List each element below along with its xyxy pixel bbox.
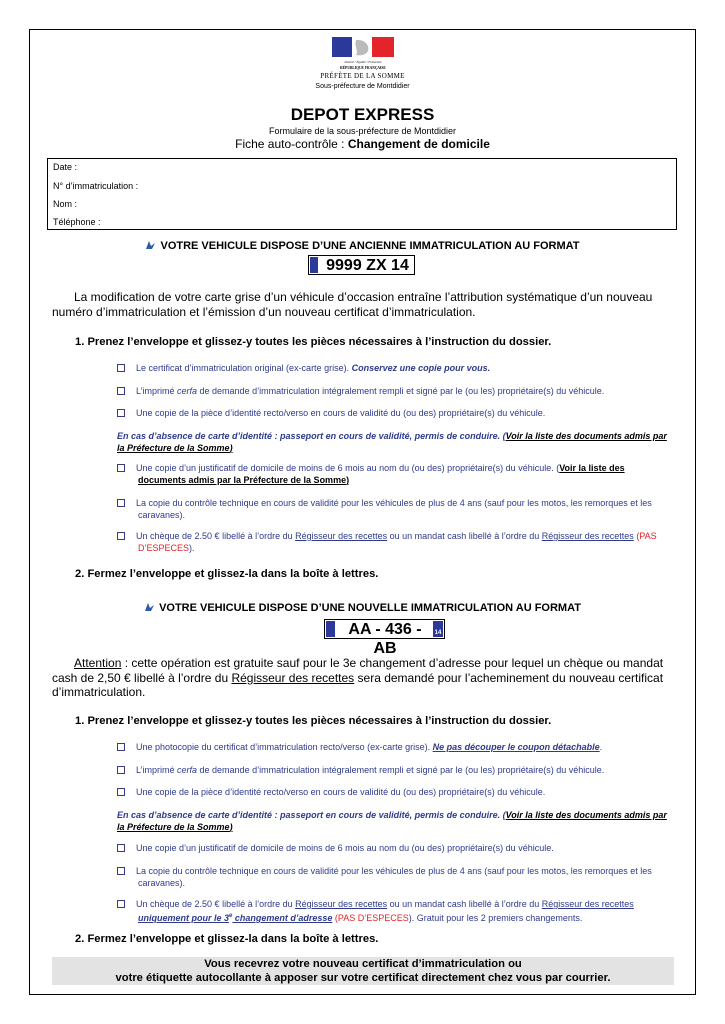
prefecture-label: PRÉFÈTE DE LA SOMME — [320, 72, 405, 80]
s2-item-photocopie — [117, 741, 675, 753]
s2-note-identite — [117, 809, 674, 833]
s2-item-domicile — [117, 842, 675, 854]
s1-item2-pre: L’imprimé — [136, 386, 178, 396]
svg-text:RÉPUBLIQUE FRANÇAISE: RÉPUBLIQUE FRANÇAISE — [340, 66, 386, 70]
section2-heading-text: VOTRE VEHICULE DISPOSE D’UNE NOUVELLE IMMATRICULATION AU FORMAT — [159, 602, 581, 614]
arrow-bullet-icon — [144, 602, 155, 612]
checkbox[interactable] — [117, 387, 125, 395]
s2-item6-end: ). Gratuit pour les 2 premiers changements. — [408, 913, 583, 923]
s1-item-identite — [117, 407, 675, 419]
checkbox[interactable] — [117, 766, 125, 774]
s1-item6-b: ou un mandat cash libellé à l’ordre du — [387, 531, 542, 541]
s2-item5-text: La copie du contrôle technique en cours de validité pour les véhicules de plus de 4 ans (sauf pour les motos, les remorques et les caravanes). — [136, 866, 652, 888]
footer-line2: votre étiquette autocollante à apposer sur votre certificat directement chez vous par courrier. — [115, 972, 611, 984]
s1-item1-text: Le certificat d’immatriculation original (ex-carte grise). — [136, 363, 352, 373]
s1-item-controle — [117, 497, 675, 521]
fiche-type: Changement de domicile — [347, 137, 490, 151]
s1-item2-cerfa: cerfa — [177, 386, 198, 396]
s1-item-domicile — [117, 462, 675, 486]
s1-item-cerfa — [117, 385, 675, 397]
s2-item-identite — [117, 786, 675, 798]
s1-note-link[interactable]: Voir la liste des documents admis par la Préfecture de la Somme — [117, 431, 667, 453]
s2-item6-regisseur1: Régisseur des recettes — [295, 899, 388, 909]
s1-item6-end: ). — [189, 543, 195, 553]
s2-item-controle — [117, 865, 675, 889]
s2-item6-bold: uniquement pour le 3 — [138, 913, 230, 923]
section2-heading — [0, 602, 725, 614]
s1-item4-link[interactable]: Voir la liste des documents admis par la Préfecture de la Somme — [138, 463, 625, 485]
old-plate-number: 9999 ZX 14 — [326, 257, 409, 274]
date-field[interactable]: Date : — [53, 162, 78, 172]
footer-banner — [52, 957, 674, 985]
s2-note-text: En cas d’absence de carte d’identité : passeport en cours de validité, permis de conduire. ( — [117, 810, 506, 820]
attention-label: Attention — [74, 656, 122, 670]
new-plate-number: AA - 436 - AB — [348, 621, 422, 657]
checkbox[interactable] — [117, 900, 125, 908]
s2-item2-pre: L’imprimé — [136, 765, 178, 775]
s2-item6-regisseur2: Régisseur des recettes — [541, 899, 634, 909]
footer-line1: Vous recevrez votre nouveau certificat d’immatriculation ou — [204, 958, 522, 970]
s2-note-end: ) — [229, 822, 233, 832]
marianne-logo — [332, 37, 394, 73]
s2-item3-text: Une copie de la pièce d’identité recto/verso en cours de validité du (ou des) propriétaire(s) du véhicule. — [136, 787, 546, 797]
s2-item6-b: ou un mandat cash libellé à l’ordre du — [387, 899, 542, 909]
s2-item6-bold2: changement d’adresse — [232, 913, 333, 923]
s1-item6-a: Un chèque de 2.50 € libellé à l’ordre du — [136, 531, 296, 541]
svg-text:Liberté • Égalité • Fraternité: Liberté • Égalité • Fraternité — [344, 60, 382, 64]
sous-prefecture-label: Sous-préfecture de Montdidier — [315, 83, 410, 90]
checkbox[interactable] — [117, 743, 125, 751]
s2-item1-end: . — [599, 742, 603, 752]
s2-note-link[interactable]: Voir la liste des documents admis par la Préfecture de la Somme — [117, 810, 667, 832]
old-plate — [308, 255, 415, 275]
checkbox[interactable] — [117, 409, 125, 417]
fiche-prefix: Fiche auto-contrôle : — [235, 137, 348, 151]
s1-item2-post: de demande d’immatriculation intégralement rempli et signé par le (ou les) propriétaire(s) du véhicule. — [197, 386, 605, 396]
s1-item-certificat — [117, 362, 675, 374]
section2-step1: 1. Prenez l’enveloppe et glissez-y toutes les pièces nécessaires à l’instruction du dossier. — [75, 715, 552, 727]
checkbox[interactable] — [117, 532, 125, 540]
s1-item3-text: Une copie de la pièce d’identité recto/verso en cours de validité du (ou des) propriétaire(s) du véhicule. — [136, 408, 546, 418]
region-badge — [433, 621, 443, 637]
eu-flag-icon — [310, 257, 318, 273]
attention-text-a: : cette opération est gratuite sauf pour le 3e changement d’adresse pour lequel un chèque ou mandat cash de 2,50 € libellé à l’ordre du — [52, 656, 664, 685]
attention-text-b: sera demandé pour l’acheminement du nouveau certificat d’immatriculation. — [52, 670, 664, 699]
checkbox[interactable] — [117, 364, 125, 372]
s2-item2-cerfa: cerfa — [177, 765, 198, 775]
section2-step2: 2. Fermez l’enveloppe et glissez-la dans la boîte à lettres. — [75, 933, 379, 945]
s1-item6-regisseur2: Régisseur des recettes — [541, 531, 634, 541]
section1-intro-text: La modification de votre carte grise d’un véhicule d’occasion entraîne l’attribution systématique d’un nouveau numéro d’immatriculation et l’émission d’un nouveau certificat d’immatriculation. — [52, 290, 653, 319]
checkbox[interactable] — [117, 464, 125, 472]
immatriculation-field[interactable]: N° d’immatriculation : — [53, 181, 139, 191]
s1-item-cheque — [117, 530, 675, 554]
attention-regisseur: Régisseur des recettes — [231, 670, 355, 685]
s1-item6-red: (PAS D’ESPECES — [138, 531, 657, 553]
section1-heading-text: VOTRE VEHICULE DISPOSE D’UNE ANCIENNE IMMATRICULATION AU FORMAT — [160, 240, 580, 252]
s2-item1-text: Une photocopie du certificat d’immatriculation recto/verso (ex-carte grise). — [136, 742, 433, 752]
s1-note-text: En cas d’absence de carte d’identité : passeport en cours de validité, permis de conduire. ( — [117, 431, 506, 441]
page-title: DEPOT EXPRESS — [290, 105, 435, 124]
s1-note-identite — [117, 430, 674, 454]
section2-attention — [52, 656, 674, 700]
checkbox[interactable] — [117, 788, 125, 796]
name-field[interactable]: Nom : — [53, 199, 78, 209]
s2-item1-bold: Ne pas découper le coupon détachable — [432, 742, 600, 752]
page-subtitle: Formulaire de la sous-préfecture de Montdidier — [268, 126, 457, 136]
section1-step2: 2. Fermez l’enveloppe et glissez-la dans la boîte à lettres. — [75, 568, 379, 580]
section1-step1: 1. Prenez l’enveloppe et glissez-y toutes les pièces nécessaires à l’instruction du dossier. — [75, 336, 552, 348]
info-box — [47, 158, 677, 230]
s2-item6-sup: e — [229, 913, 233, 919]
s2-item-cheque — [117, 898, 675, 924]
s1-item6-regisseur1: Régisseur des recettes — [295, 531, 388, 541]
section1-intro — [52, 290, 674, 319]
new-plate — [324, 619, 445, 657]
s2-item2-post: de demande d’immatriculation intégralement rempli et signé par le (ou les) propriétaire(s) du véhicule. — [197, 765, 605, 775]
phone-field[interactable]: Téléphone : — [53, 217, 101, 227]
s1-item5-text: La copie du contrôle technique en cours de validité pour les véhicules de plus de 4 ans (sauf pour les motos, les remorques et les caravanes). — [136, 498, 652, 520]
s2-item6-red: (PAS D’ESPECES — [332, 913, 409, 923]
checkbox[interactable] — [117, 867, 125, 875]
s2-item6-a: Un chèque de 2.50 € libellé à l’ordre du — [136, 899, 296, 909]
s2-item4-text: Une copie d’un justificatif de domicile de moins de 6 mois au nom du (ou des) propriétaire(s) du véhicule. — [136, 843, 554, 853]
checkbox[interactable] — [117, 844, 125, 852]
s2-item-cerfa — [117, 764, 675, 776]
fiche-line — [0, 137, 725, 151]
s1-note-end: ) — [229, 443, 233, 453]
region-number: 14 — [434, 630, 442, 636]
s1-item1-bold: Conservez une copie pour vous. — [351, 363, 491, 373]
section1-heading — [0, 240, 725, 252]
s1-item4-end: ) — [346, 475, 350, 485]
arrow-bullet-icon — [145, 240, 156, 250]
eu-flag-icon — [326, 621, 335, 637]
checkbox[interactable] — [117, 499, 125, 507]
s1-item4-text: Une copie d’un justificatif de domicile de moins de 6 mois au nom du (ou des) propriétaire(s) du véhicule. ( — [136, 463, 560, 473]
